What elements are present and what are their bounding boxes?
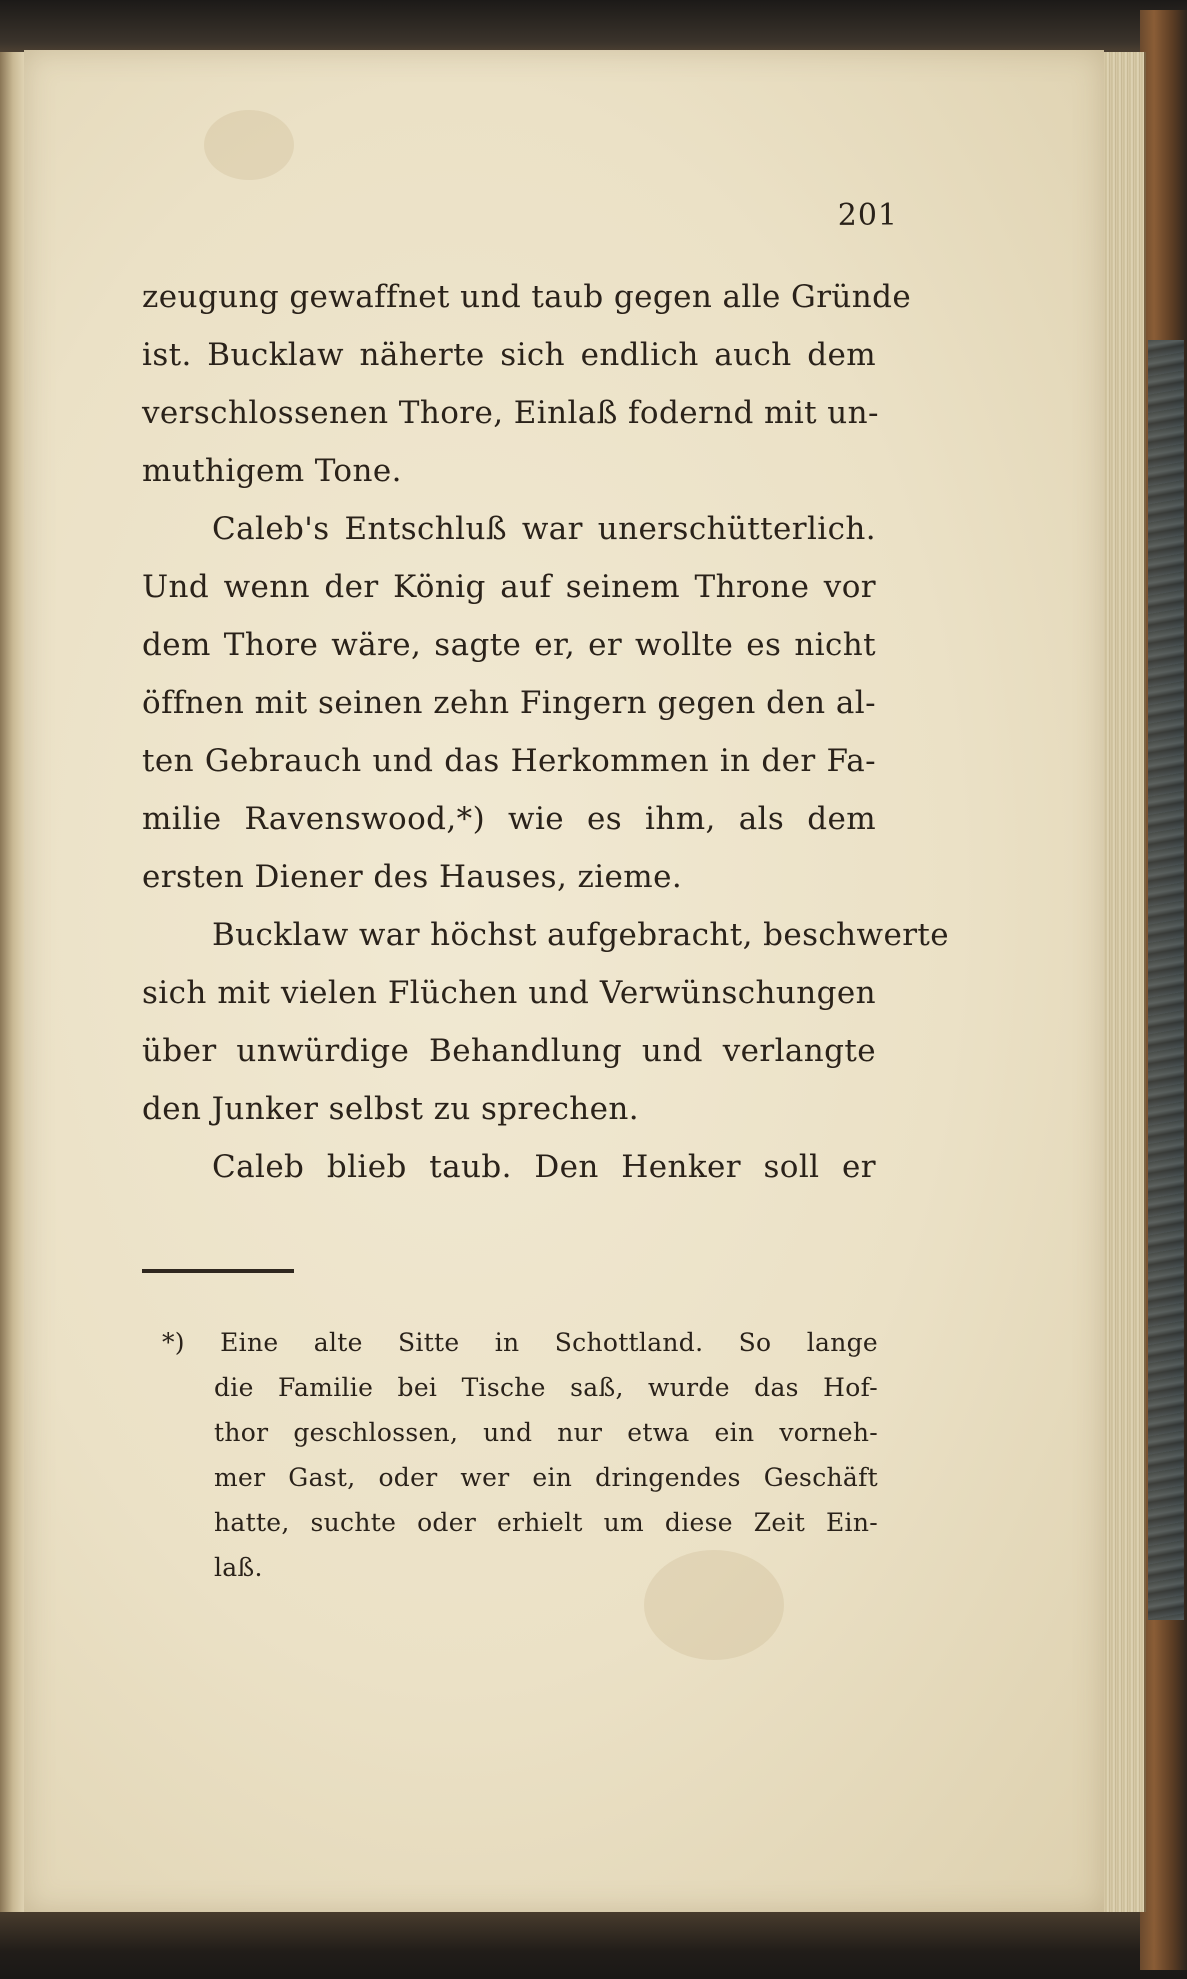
text-line: Caleb blieb taub. Den Henker soll er bbox=[212, 1149, 876, 1185]
footnote-line: mer Gast, oder wer ein dringendes Geschäft bbox=[214, 1463, 878, 1492]
text-line: zeugung gewaffnet und taub gegen alle Gründe bbox=[142, 279, 912, 315]
text-line: dem Thore wäre, sagte er, er wollte es nicht bbox=[142, 627, 876, 663]
text-line: Und wenn der König auf seinem Throne vor bbox=[142, 569, 876, 605]
text-line: Caleb's Entschluß war unerschütterlich. bbox=[212, 511, 876, 547]
text-line: ten Gebrauch und das Herkommen in der Fa- bbox=[142, 743, 876, 779]
footnote bbox=[142, 1320, 878, 1590]
text-line: über unwürdige Behandlung und verlangte bbox=[142, 1033, 876, 1069]
body-text bbox=[142, 268, 950, 1196]
footnote-line: hatte, suchte oder erhielt um diese Zeit Ein- bbox=[214, 1508, 878, 1537]
footnote-line: die Familie bei Tische saß, wurde das Hof- bbox=[214, 1373, 878, 1402]
paper-stain bbox=[204, 110, 294, 180]
footnote-line: laß. bbox=[214, 1553, 263, 1582]
footnote-rule bbox=[142, 1269, 294, 1273]
text-line: muthigem Tone. bbox=[142, 453, 402, 489]
text-line: ersten Diener des Hauses, zieme. bbox=[142, 859, 683, 895]
footnote-line: *) Eine alte Sitte in Schottland. So lange bbox=[162, 1328, 878, 1357]
text-line: sich mit vielen Flüchen und Verwünschungen bbox=[142, 975, 876, 1011]
text-line: Bucklaw war höchst aufgebracht, beschwerte bbox=[212, 917, 950, 953]
text-line: milie Ravenswood,*) wie es ihm, als dem bbox=[142, 801, 876, 837]
footnote-line: thor geschlossen, und nur etwa ein vorneh- bbox=[214, 1418, 878, 1447]
page-number: 201 bbox=[837, 198, 898, 233]
text-line: verschlossenen Thore, Einlaß fodernd mit un- bbox=[142, 395, 879, 431]
text-line: den Junker selbst zu sprechen. bbox=[142, 1091, 639, 1127]
text-line: ist. Bucklaw näherte sich endlich auch dem bbox=[142, 337, 876, 373]
desk-background-bottom bbox=[0, 1910, 1187, 1979]
marbled-cover-paper bbox=[1148, 340, 1184, 1620]
page-edges bbox=[1098, 52, 1146, 1912]
book-cover bbox=[1140, 10, 1187, 1970]
text-line: öffnen mit seinen zehn Fingern gegen den al- bbox=[142, 685, 876, 721]
gutter-edge bbox=[0, 52, 26, 1912]
